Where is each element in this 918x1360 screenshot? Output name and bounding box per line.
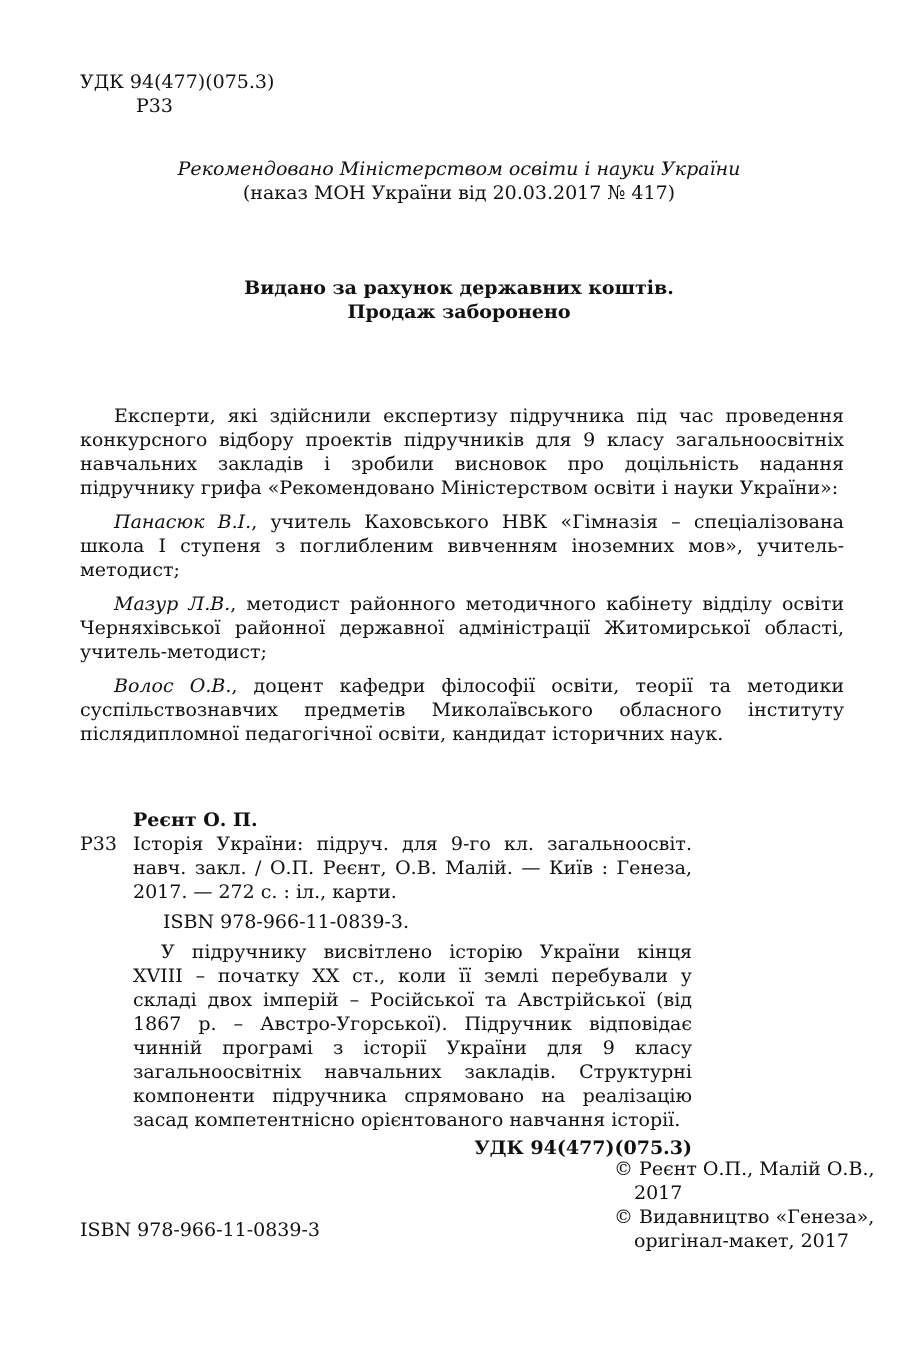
record-udk: УДК 94(477)(075.3) <box>474 1137 692 1159</box>
expert-item <box>80 674 844 746</box>
record-author: Реєнт О. П. <box>133 809 258 831</box>
record-annotation-block <box>80 940 692 1132</box>
copyright-publisher: © Видавництво «Генеза», <box>614 1206 875 1228</box>
udk-header <box>80 70 274 118</box>
expert-description: , учитель Каховського НВК «Гімназія – спеціалізована школа І ступеня з поглибленим вивченням іноземних мов», учитель-методист; <box>80 511 844 581</box>
order-line: (наказ МОН України від 20.03.2017 № 417) <box>242 182 676 204</box>
author-sign-code: Р33 <box>136 95 173 117</box>
sale-prohibited-line: Продаж заборонено <box>347 301 571 323</box>
expert-name: Мазур Л.В. <box>114 593 231 615</box>
expert-name: Панасюк В.І. <box>114 511 252 533</box>
bibliographic-record <box>80 808 692 1160</box>
expert-name: Волос О.В. <box>114 675 232 697</box>
copyright-block <box>614 1157 875 1253</box>
experts-intro: Експерти, які здійснили експертизу підручника під час проведення конкурсного відбору проектів підручників для 9 класу загальноосвітніх навчальних закладів і зробили висновок про доцільність надання підручнику грифа «Рекомендовано Міністерством освіти і науки України»: <box>80 405 844 499</box>
expert-item <box>80 510 844 582</box>
funding-line: Видано за рахунок державних коштів. <box>244 277 674 299</box>
copyright-authors-year: 2017 <box>634 1182 683 1204</box>
expert-description: , доцент кафедри філософії освіти, теорії та методики суспільствознавчих предметів Миколаївського обласного інституту післядипломної педагогічної освіти, кандидат історичних наук. <box>80 675 844 745</box>
footer-isbn: ISBN 978-966-11-0839-3 <box>80 1219 320 1241</box>
record-entry: Історія України: підруч. для 9-го кл. загальноосвіт. навч. закл. / О.П. Реєнт, О.В. Малій. — Київ : Генеза, 2017. — 272 с. : іл., карти. <box>133 833 692 903</box>
expert-item <box>80 592 844 664</box>
copyright-authors: © Реєнт О.П., Малій О.В., <box>614 1158 875 1180</box>
record-entry-row <box>80 832 692 904</box>
ministry-recommendation <box>0 157 918 205</box>
record-isbn: ISBN 978-966-11-0839-3. <box>163 911 410 933</box>
expert-description: , методист районного методичного кабінету відділу освіти Черняхівської районної державної адміністрації Житомирської області, учитель-методист; <box>80 593 844 663</box>
experts-section <box>80 404 844 756</box>
udk-code: УДК 94(477)(075.3) <box>80 71 275 93</box>
recommendation-line: Рекомендовано Міністерством освіти і науки України <box>177 158 741 180</box>
funding-notice <box>0 276 918 324</box>
copyright-publisher-layout: оригінал-макет, 2017 <box>634 1230 849 1252</box>
record-annotation: У підручнику висвітлено історію України кінця XVIII – початку XX ст., коли її землі перебували у складі двох імперій – Російської та Австрійської (від 1867 р. – Австро-Угорської). Підручник відповідає чинній програмі з історії України для 9 класу загальноосвітніх навчальних закладів. Структурні компоненти підручника спрямовано на реалізацію засад компетентнісно орієнтованого навчання історії. <box>133 941 692 1131</box>
record-sign-code: Р33 <box>80 833 117 855</box>
